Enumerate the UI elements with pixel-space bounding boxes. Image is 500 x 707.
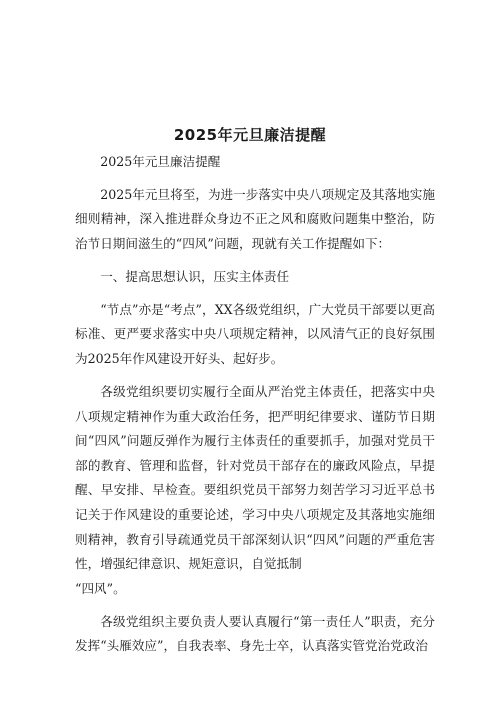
paragraph-responsibility: 各级党组织要切实履行全面从严治党主体责任，把落实中央八项规定精神作为重大政治任务，把严明纪律要求、谨防节日期间“四风”问题反弹作为履行主体责任的重要抓手，加强对党员干部的教育、管理和监督，针对党员干部存在的廉政风险点，早提醒、早安排、早检查。要组织党员干部努力刻苦学习习近平总书记关于作风建设的重要论述，学习中央八项规定及其落地实施细则精神，教育引导疏通党员干部深刻认识“四风”问题的严重危害性，增强纪律意识、规矩意识，自觉抵制 [75,383,435,572]
paragraph-four-winds-tail: “四风”。 [75,580,126,596]
paragraph-leaders: 各级党组织主要负责人要认真履行“第一责任人”职责，充分发挥“头雁效应”，自我表率、身先士卒，认真落实管党治党政治 [75,613,435,654]
document-body [75,150,435,667]
document-title: 2025年元旦廉洁提醒 [173,126,327,144]
section-heading-1: 一、提高思想认识，压实主体责任 [100,268,290,284]
paragraph-subtitle: 2025年元旦廉洁提醒 [100,154,221,169]
paragraph-node-exam: “节点”亦是“考点”，XX各级党组织，广大党员干部要以更高标准、更严要求落实中央八项规定精神，以风清气正的良好氛围为2025年作风建设开好头、起好步。 [75,301,435,367]
paragraph-intro: 2025年元旦将至，为进一步落实中央八项规定及其落地实施细则精神，深入推进群众身边不正之风和腐败问题集中整治，防治节日期间滋生的“四风”问题，现就有关工作提醒如下： [75,186,435,252]
